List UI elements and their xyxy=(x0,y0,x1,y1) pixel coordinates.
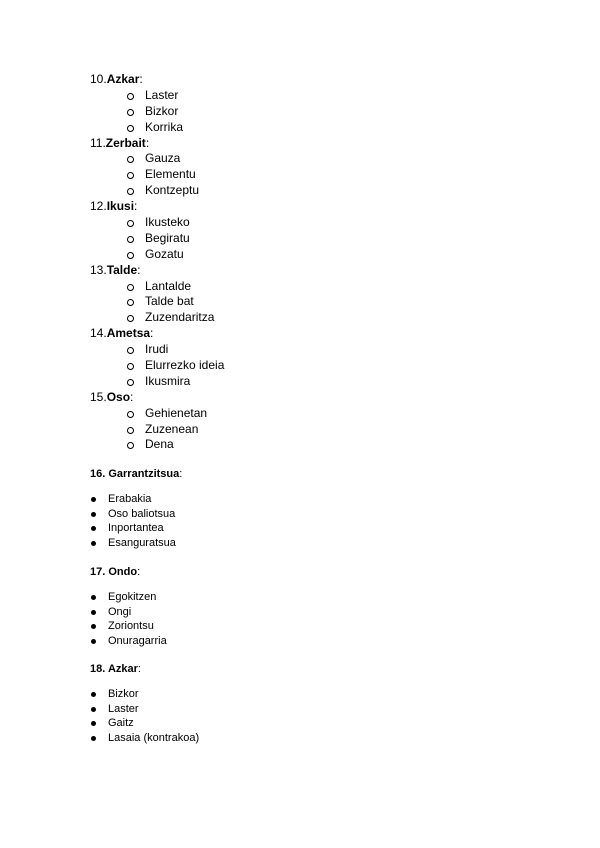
list-item-text: Esanguratsua xyxy=(108,537,176,550)
circle-bullet-icon xyxy=(127,427,134,434)
sub-item xyxy=(90,151,181,167)
list-item xyxy=(90,590,157,605)
list-item xyxy=(90,731,200,746)
bullet-list xyxy=(90,687,200,746)
entry-number: 10. xyxy=(90,72,107,86)
bullet-list xyxy=(90,590,167,649)
list-item-text: Gaitz xyxy=(108,717,134,730)
circle-bullet-icon xyxy=(127,188,134,195)
entry-word: Ikusi xyxy=(106,199,135,214)
sub-item xyxy=(90,421,199,438)
circle-bullet-icon xyxy=(127,284,134,291)
entry-word: Azkar xyxy=(106,72,140,86)
sub-item-text: Irudi xyxy=(145,342,169,357)
list-entry xyxy=(90,326,225,390)
sub-item-text: Elurrezko ideia xyxy=(145,358,225,373)
list-item xyxy=(90,716,141,731)
section-heading-separator: : xyxy=(137,663,141,675)
list-item xyxy=(90,605,140,620)
sub-item xyxy=(90,119,184,136)
list-item xyxy=(90,634,167,649)
entry-separator: : xyxy=(139,72,143,86)
bullet-dot-icon xyxy=(91,736,96,741)
list-entry xyxy=(90,262,215,327)
sub-item-text: Lantalde xyxy=(145,278,192,293)
entry-separator: : xyxy=(130,389,134,404)
entry-heading xyxy=(90,72,153,88)
sub-item xyxy=(90,167,196,183)
sub-item xyxy=(90,342,169,358)
entry-heading xyxy=(90,390,153,406)
list-entry xyxy=(90,135,200,200)
sub-item xyxy=(90,294,194,310)
entry-word: Talde xyxy=(106,262,138,277)
entry-heading xyxy=(90,136,153,152)
section-heading-word: 18. Azkar xyxy=(90,663,138,675)
section-heading xyxy=(90,467,182,481)
list-item xyxy=(90,702,141,717)
list-item-text: Oso baliotsua xyxy=(108,507,176,520)
list-item xyxy=(90,619,154,634)
bullet-dot-icon xyxy=(91,512,96,517)
circle-bullet-icon xyxy=(127,125,134,132)
section-heading-word: 16. Garrantzitsua xyxy=(90,468,180,480)
circle-bullet-icon xyxy=(127,347,134,354)
sub-item-text: Kontzeptu xyxy=(145,183,200,198)
sub-item-text: Gauza xyxy=(145,151,181,166)
sub-item xyxy=(90,103,179,120)
bullet-dot-icon xyxy=(91,610,96,615)
list-entry xyxy=(90,199,190,263)
bullet-dot-icon xyxy=(91,526,96,531)
entry-separator: : xyxy=(150,326,154,341)
bullet-dot-icon xyxy=(91,639,96,644)
circle-bullet-icon xyxy=(127,236,134,243)
list-item xyxy=(90,536,182,551)
entry-word: Ametsa xyxy=(106,326,151,341)
circle-bullet-icon xyxy=(127,442,134,449)
entry-heading xyxy=(90,199,153,215)
sub-item-text: Zuzenean xyxy=(145,421,199,436)
list-entry xyxy=(90,72,184,136)
entry-number: 12. xyxy=(90,199,107,214)
list-item-text: Lasaia (kontrakoa) xyxy=(108,732,200,745)
list-item-text: Onuragarria xyxy=(108,635,167,648)
entry-separator: : xyxy=(134,199,138,214)
sub-item xyxy=(90,278,192,295)
circle-bullet-icon xyxy=(127,363,134,370)
entry-word: Oso xyxy=(106,389,131,404)
sub-item-text: Gozatu xyxy=(145,246,184,261)
sub-item-text: Laster xyxy=(145,87,179,102)
list-item-text: Laster xyxy=(108,702,139,715)
entry-number: 14. xyxy=(90,326,107,341)
section-heading-separator: : xyxy=(179,468,183,480)
sub-item xyxy=(90,87,179,104)
bullet-dot-icon xyxy=(91,721,96,726)
sub-item xyxy=(90,405,208,422)
bullet-dot-icon xyxy=(91,541,96,546)
list-entry xyxy=(90,389,208,454)
section-heading xyxy=(90,565,140,579)
entry-heading xyxy=(90,263,153,279)
list-item xyxy=(90,492,182,507)
sub-item xyxy=(90,437,174,453)
entry-separator: : xyxy=(137,262,141,277)
bullet-section xyxy=(90,662,200,746)
list-item-text: Inportantea xyxy=(108,522,164,535)
entry-number: 13. xyxy=(90,262,107,277)
sub-item-text: Gehienetan xyxy=(145,405,208,420)
sub-item-text: Zuzendaritza xyxy=(145,310,215,325)
list-item xyxy=(90,521,182,536)
circle-bullet-icon xyxy=(127,315,134,322)
sub-item xyxy=(90,358,225,374)
circle-bullet-icon xyxy=(127,379,134,386)
sub-item-text: Begiratu xyxy=(145,230,190,245)
bullet-dot-icon xyxy=(91,707,96,712)
circle-bullet-icon xyxy=(127,156,134,163)
numbered-list xyxy=(90,72,225,453)
sub-item-text: Bizkor xyxy=(145,103,179,118)
entry-number: 11. xyxy=(90,135,106,150)
circle-bullet-icon xyxy=(127,299,134,306)
entry-separator: : xyxy=(145,135,150,150)
sub-item-text: Korrika xyxy=(145,119,184,134)
list-item-text: Erabakia xyxy=(108,493,152,505)
circle-bullet-icon xyxy=(127,93,134,100)
bullet-list xyxy=(90,492,182,551)
list-item xyxy=(90,687,141,702)
bullet-dot-icon xyxy=(91,595,96,600)
bullet-section xyxy=(90,565,167,649)
sub-item-text: Ikusmira xyxy=(145,373,191,388)
section-heading xyxy=(90,662,141,676)
sub-item xyxy=(90,246,184,263)
list-item xyxy=(90,507,182,522)
sub-item xyxy=(90,215,190,231)
entry-word: Zerbait xyxy=(105,135,146,150)
entry-heading xyxy=(90,326,153,342)
sub-item-text: Dena xyxy=(145,437,174,452)
circle-bullet-icon xyxy=(127,172,134,179)
sub-item xyxy=(90,310,215,326)
section-heading-word: 17. Ondo xyxy=(90,566,138,578)
bullet-dot-icon xyxy=(91,497,96,502)
sub-item xyxy=(90,183,200,199)
list-item-text: Bizkor xyxy=(108,688,139,700)
entry-number: 15. xyxy=(90,389,107,404)
list-item-text: Zoriontsu xyxy=(108,620,154,633)
bullet-section xyxy=(90,467,182,551)
list-item-text: Ongi xyxy=(108,605,132,618)
list-item-text: Egokitzen xyxy=(108,591,157,603)
sub-item xyxy=(90,230,190,247)
section-heading-separator: : xyxy=(137,566,141,578)
circle-bullet-icon xyxy=(127,411,134,418)
sub-item-text: Ikusteko xyxy=(145,215,190,230)
bullet-dot-icon xyxy=(91,624,96,629)
sub-item-text: Elementu xyxy=(145,167,196,182)
circle-bullet-icon xyxy=(127,252,134,259)
circle-bullet-icon xyxy=(127,220,134,227)
sub-item-text: Talde bat xyxy=(145,294,194,309)
bullet-dot-icon xyxy=(91,692,96,697)
circle-bullet-icon xyxy=(127,109,134,116)
sub-item xyxy=(90,373,191,390)
